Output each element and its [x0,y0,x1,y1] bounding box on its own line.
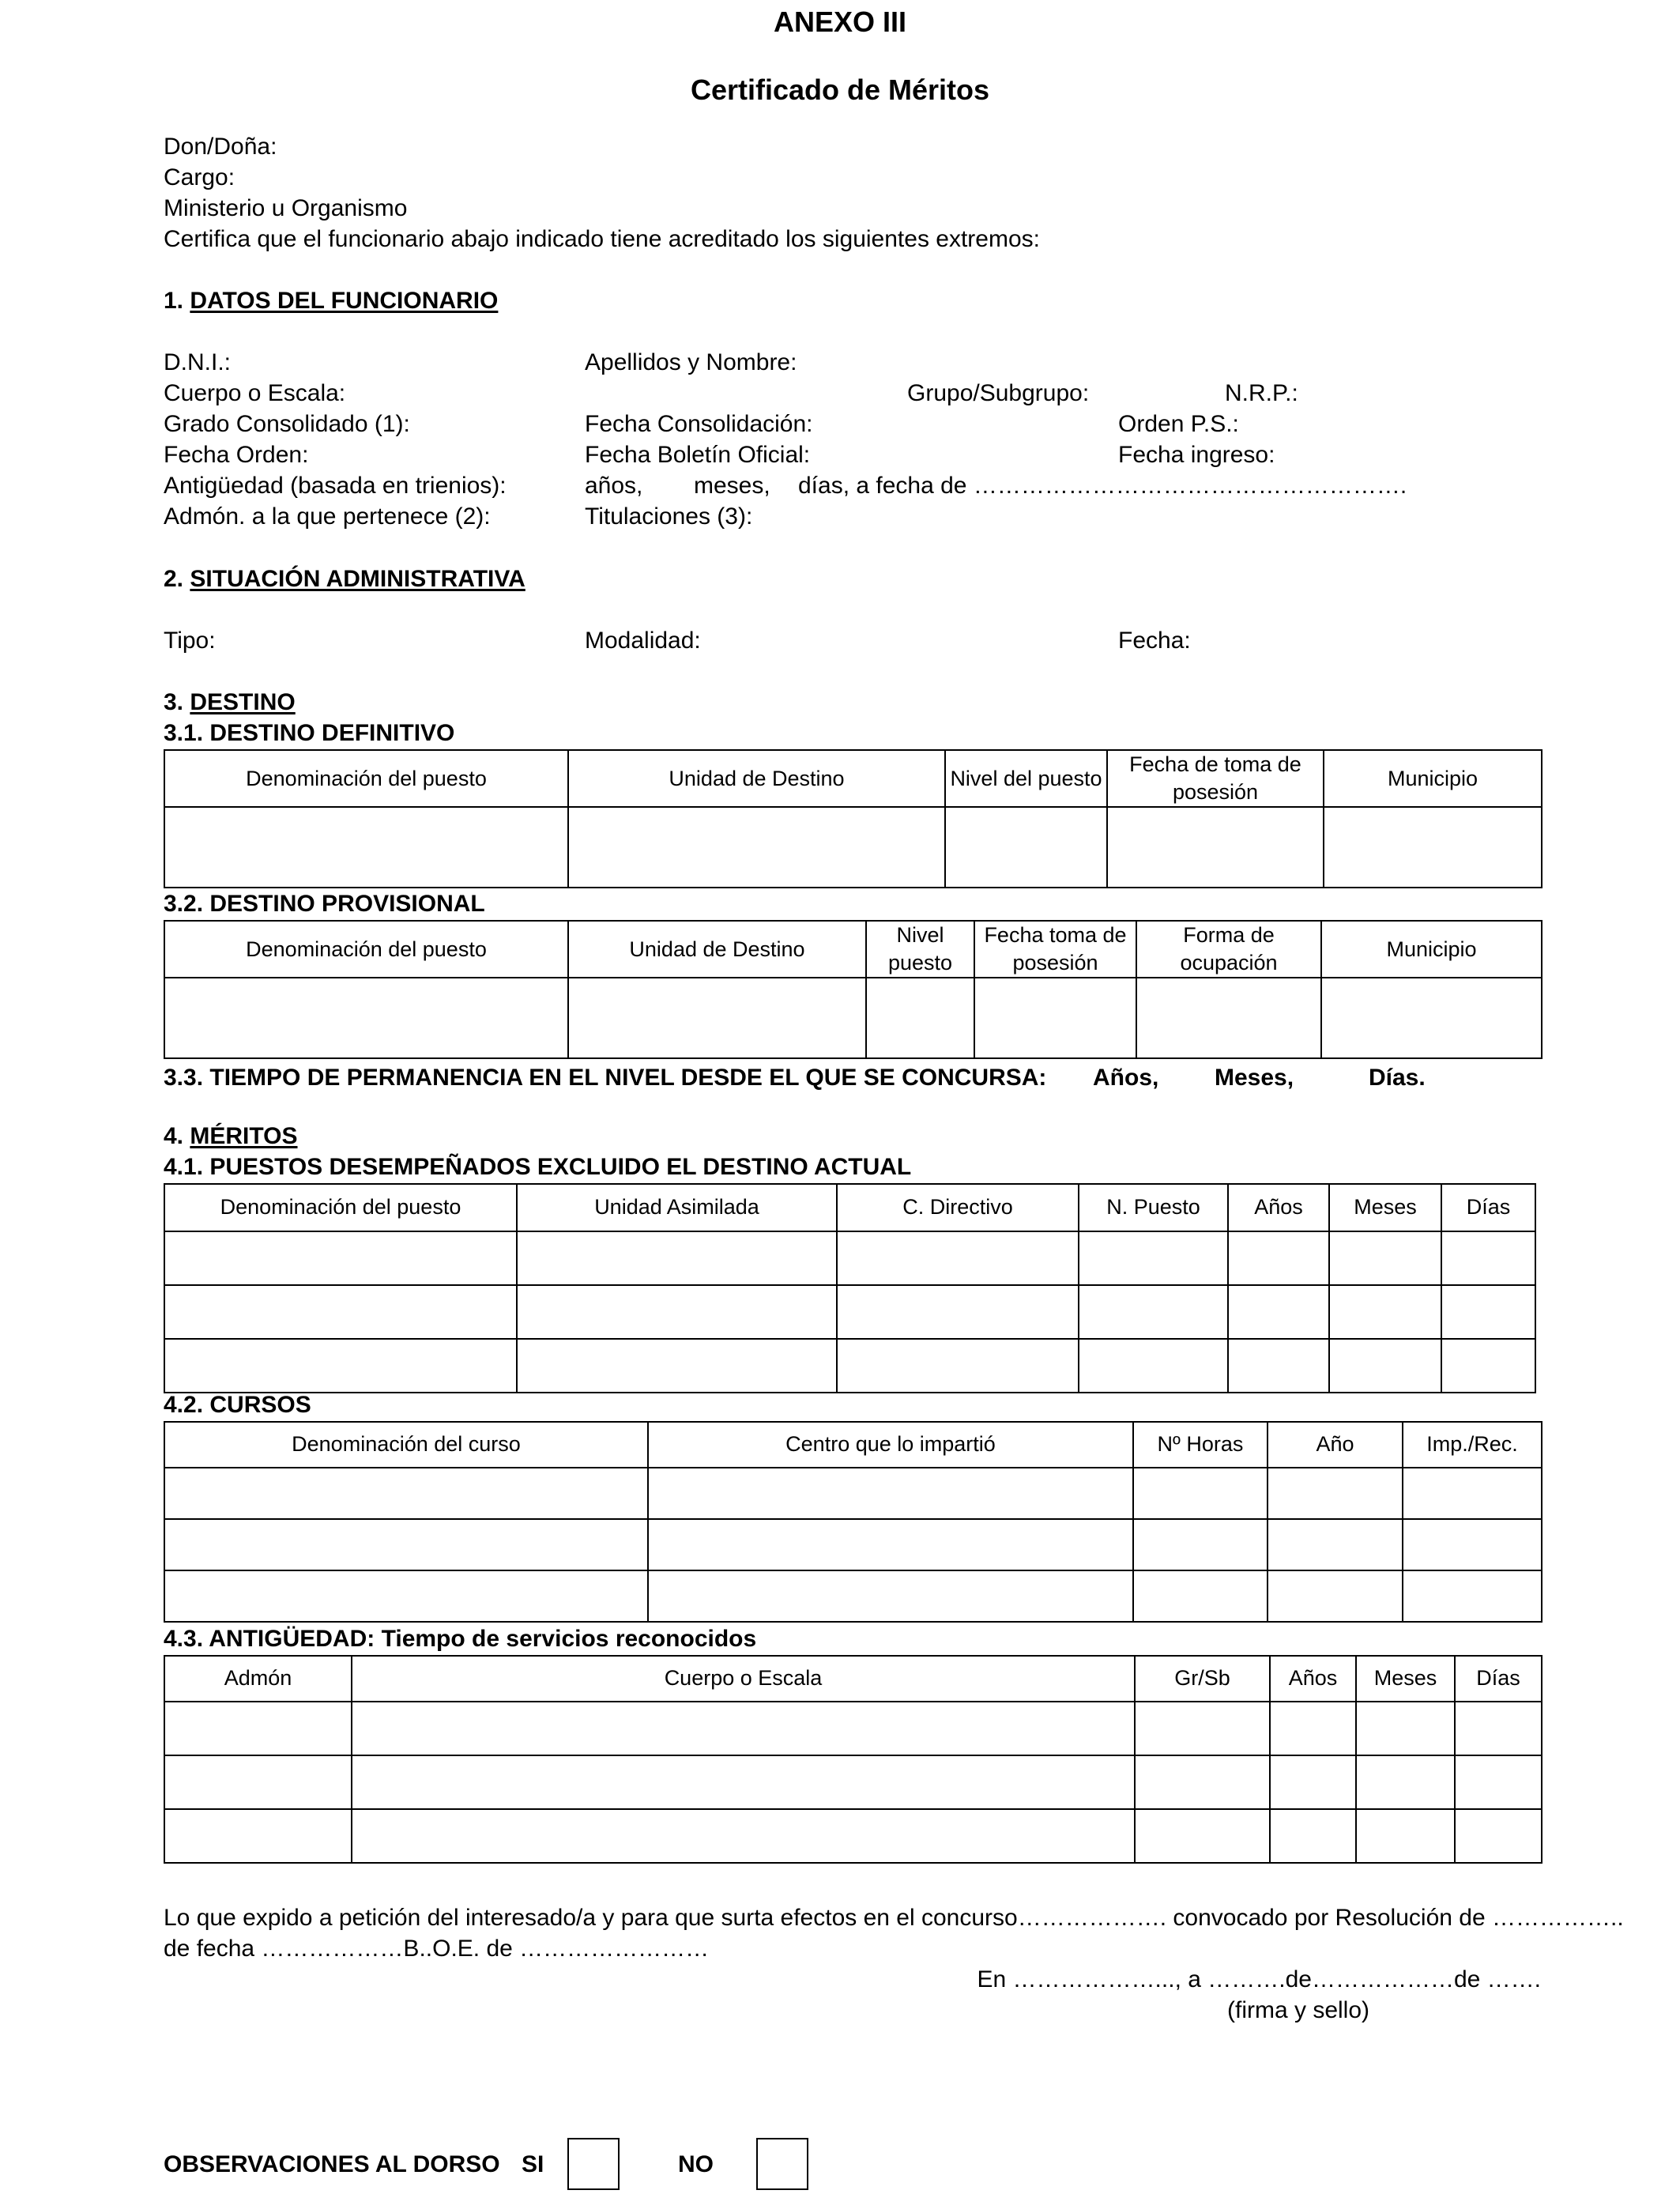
table-cell[interactable] [1356,1702,1455,1755]
subsection-3-2-title: 3.2. DESTINO PROVISIONAL [164,891,485,917]
lugar-fecha-text: En ………………..., a ……….de………………de ……. [977,1966,1541,1992]
table-header: Nº Horas [1133,1422,1268,1468]
table-cell[interactable] [568,807,945,888]
table-row [164,1809,1542,1863]
table-cell[interactable] [1268,1570,1403,1622]
cursos-table [164,1421,1543,1623]
table-cell[interactable] [164,1231,517,1285]
table-cell[interactable] [1356,1809,1455,1863]
expido-text: Lo que expido a petición del interesado/a y para que surta efectos en el concurso………………. convocado por Resolución de …………….. [164,1905,1624,1931]
antiguedad-table [164,1655,1543,1864]
table-header: Meses [1329,1184,1441,1231]
meses-label: meses, [694,473,770,499]
table-header: Municipio [1321,921,1542,978]
table-header-row [164,1184,1535,1231]
table-header-row [164,1656,1542,1702]
table-header: N. Puesto [1079,1184,1228,1231]
table-cell[interactable] [164,1809,352,1863]
no-label: NO [678,2151,714,2177]
section-2-heading [164,567,525,591]
table-cell[interactable] [164,1468,648,1519]
table-cell[interactable] [1228,1285,1329,1339]
table-header: Cuerpo o Escala [352,1656,1135,1702]
table-cell[interactable] [1079,1285,1228,1339]
table-header: Denominación del puesto [164,1184,517,1231]
destino-provisional-table [164,920,1543,1059]
fecha-boe-text: de fecha ………………B..O.E. de …………………… [164,1936,710,1962]
observaciones-label: OBSERVACIONES AL DORSO [164,2151,500,2177]
table-cell[interactable] [1324,807,1542,888]
table-header: Denominación del curso [164,1422,648,1468]
fecha-orden-label: Fecha Orden: [164,442,309,468]
table-cell[interactable] [1079,1231,1228,1285]
table-cell[interactable] [164,1702,352,1755]
table-row [164,1702,1542,1755]
section-4-heading [164,1125,298,1148]
table-cell[interactable] [1079,1339,1228,1393]
puestos-desempenados-table [164,1183,1536,1393]
subsection-4-2-title: 4.2. CURSOS [164,1392,311,1418]
table-header: Denominación del puesto [164,921,568,978]
table-cell[interactable] [164,978,568,1058]
table-header-row [164,1422,1542,1468]
table-cell[interactable] [1135,1702,1270,1755]
table-header: C. Directivo [837,1184,1079,1231]
no-checkbox[interactable] [756,2138,808,2190]
table-cell[interactable] [164,1519,648,1570]
nrp-label: N.R.P.: [1225,380,1298,406]
table-row [164,978,1542,1058]
apellidos-label: Apellidos y Nombre: [585,349,797,375]
firma-sello-text: (firma y sello) [1227,1997,1370,2023]
table-row [164,1468,1542,1519]
permanencia-dias: Días. [1369,1065,1426,1091]
table-cell[interactable] [164,1570,648,1622]
section-3-heading [164,691,296,714]
table-header: Año [1268,1422,1403,1468]
orden-ps-label: Orden P.S.: [1118,411,1239,437]
table-cell[interactable] [1455,1755,1542,1809]
section-number: 2. [164,566,184,592]
table-cell[interactable] [1270,1755,1356,1809]
admon-label: Admón. a la que pertenece (2): [164,503,491,530]
table-cell[interactable] [648,1468,1133,1519]
table-cell[interactable] [1270,1809,1356,1863]
table-header: Nivel puesto [866,921,974,978]
table-cell[interactable] [1270,1702,1356,1755]
grado-label: Grado Consolidado (1): [164,411,410,437]
table-header: Años [1228,1184,1329,1231]
table-row [164,1285,1535,1339]
don-label: Don/Doña: [164,134,277,160]
antiguedad-label: Antigüedad (basada en trienios): [164,473,507,499]
table-cell[interactable] [648,1570,1133,1622]
table-cell[interactable] [1107,807,1324,888]
table-row [164,1755,1542,1809]
table-cell[interactable] [648,1519,1133,1570]
permanencia-anios: Años, [1093,1065,1159,1091]
tipo-label: Tipo: [164,628,216,654]
table-cell[interactable] [1268,1468,1403,1519]
fecha-label: Fecha: [1118,628,1191,654]
table-header: Admón [164,1656,352,1702]
section-number: 1. [164,288,184,314]
subsection-3-1-title: 3.1. DESTINO DEFINITIVO [164,720,455,746]
dias-fecha-label: días, a fecha de ………………………………………………. [798,473,1407,499]
fecha-consolidacion-label: Fecha Consolidación: [585,411,813,437]
table-header: Nivel del puesto [945,750,1107,807]
permanencia-meses: Meses, [1215,1065,1294,1091]
section-title: DATOS DEL FUNCIONARIO [190,288,499,314]
table-cell[interactable] [1329,1285,1441,1339]
table-cell[interactable] [945,807,1107,888]
si-checkbox[interactable] [567,2138,620,2190]
cargo-label: Cargo: [164,164,235,190]
table-cell[interactable] [517,1285,837,1339]
table-header: Centro que lo impartió [648,1422,1133,1468]
anios-label: años, [585,473,643,499]
dni-label: D.N.I.: [164,349,232,375]
table-cell[interactable] [1268,1519,1403,1570]
section-title: DESTINO [190,689,296,715]
table-row [164,1339,1535,1393]
table-cell[interactable] [1441,1339,1535,1393]
table-header: Fecha de toma de posesión [1107,750,1324,807]
table-cell[interactable] [974,978,1136,1058]
table-row [164,1519,1542,1570]
table-cell[interactable] [164,807,568,888]
table-cell[interactable] [1403,1519,1542,1570]
table-header-row [164,921,1542,978]
table-header: Municipio [1324,750,1542,807]
table-cell[interactable] [1441,1285,1535,1339]
table-cell[interactable] [866,978,974,1058]
section-number: 4. [164,1123,184,1149]
subsection-4-1-title: 4.1. PUESTOS DESEMPEÑADOS EXCLUIDO EL DESTINO ACTUAL [164,1154,912,1180]
table-cell[interactable] [164,1339,517,1393]
table-cell[interactable] [1133,1519,1268,1570]
table-cell[interactable] [352,1702,1135,1755]
table-row [164,1570,1542,1622]
table-cell[interactable] [1133,1468,1268,1519]
si-label: SI [522,2151,544,2177]
table-cell[interactable] [1329,1231,1441,1285]
subsection-4-3-title: 4.3. ANTIGÜEDAD: Tiempo de servicios reconocidos [164,1626,757,1652]
fecha-ingreso-label: Fecha ingreso: [1118,442,1275,468]
table-cell[interactable] [1455,1809,1542,1863]
annex-title: ANEXO III [773,6,907,38]
ministerio-label: Ministerio u Organismo [164,195,408,221]
table-header: Imp./Rec. [1403,1422,1542,1468]
cuerpo-label: Cuerpo o Escala: [164,380,346,406]
table-cell[interactable] [1441,1231,1535,1285]
table-cell[interactable] [1403,1570,1542,1622]
table-header: Denominación del puesto [164,750,568,807]
page-title: Certificado de Méritos [690,74,990,106]
table-cell[interactable] [517,1339,837,1393]
table-header: Días [1441,1184,1535,1231]
table-cell[interactable] [164,1285,517,1339]
section-number: 3. [164,689,184,715]
table-row [164,1231,1535,1285]
table-cell[interactable] [1228,1339,1329,1393]
table-cell[interactable] [1228,1231,1329,1285]
table-header: Unidad de Destino [568,921,866,978]
table-cell[interactable] [837,1339,1079,1393]
table-cell[interactable] [837,1231,1079,1285]
table-header: Meses [1356,1656,1455,1702]
section-1-heading [164,289,498,313]
table-cell[interactable] [837,1285,1079,1339]
table-cell[interactable] [1455,1702,1542,1755]
destino-definitivo-table [164,749,1543,888]
grupo-label: Grupo/Subgrupo: [907,380,1090,406]
table-row [164,807,1542,888]
table-cell[interactable] [164,1755,352,1809]
section-title: SITUACIÓN ADMINISTRATIVA [190,566,525,592]
certifica-text: Certifica que el funcionario abajo indicado tiene acreditado los siguientes extremos: [164,226,1040,252]
table-header-row [164,750,1542,807]
section-title: MÉRITOS [190,1123,298,1149]
table-cell[interactable] [1135,1809,1270,1863]
table-header: Días [1455,1656,1542,1702]
table-header: Fecha toma de posesión [974,921,1136,978]
table-cell[interactable] [352,1755,1135,1809]
table-cell[interactable] [1135,1755,1270,1809]
subsection-3-3-title: 3.3. TIEMPO DE PERMANENCIA EN EL NIVEL DESDE EL QUE SE CONCURSA: [164,1065,1047,1091]
table-header: Forma de ocupación [1136,921,1321,978]
table-cell[interactable] [1329,1339,1441,1393]
table-cell[interactable] [1403,1468,1542,1519]
table-cell[interactable] [352,1809,1135,1863]
table-cell[interactable] [568,978,866,1058]
table-cell[interactable] [1133,1570,1268,1622]
table-cell[interactable] [517,1231,837,1285]
table-header: Unidad Asimilada [517,1184,837,1231]
table-header: Unidad de Destino [568,750,945,807]
table-cell[interactable] [1321,978,1542,1058]
modalidad-label: Modalidad: [585,628,701,654]
table-header: Años [1270,1656,1356,1702]
table-cell[interactable] [1356,1755,1455,1809]
table-cell[interactable] [1136,978,1321,1058]
titulaciones-label: Titulaciones (3): [585,503,753,530]
fecha-boletin-label: Fecha Boletín Oficial: [585,442,811,468]
table-header: Gr/Sb [1135,1656,1270,1702]
